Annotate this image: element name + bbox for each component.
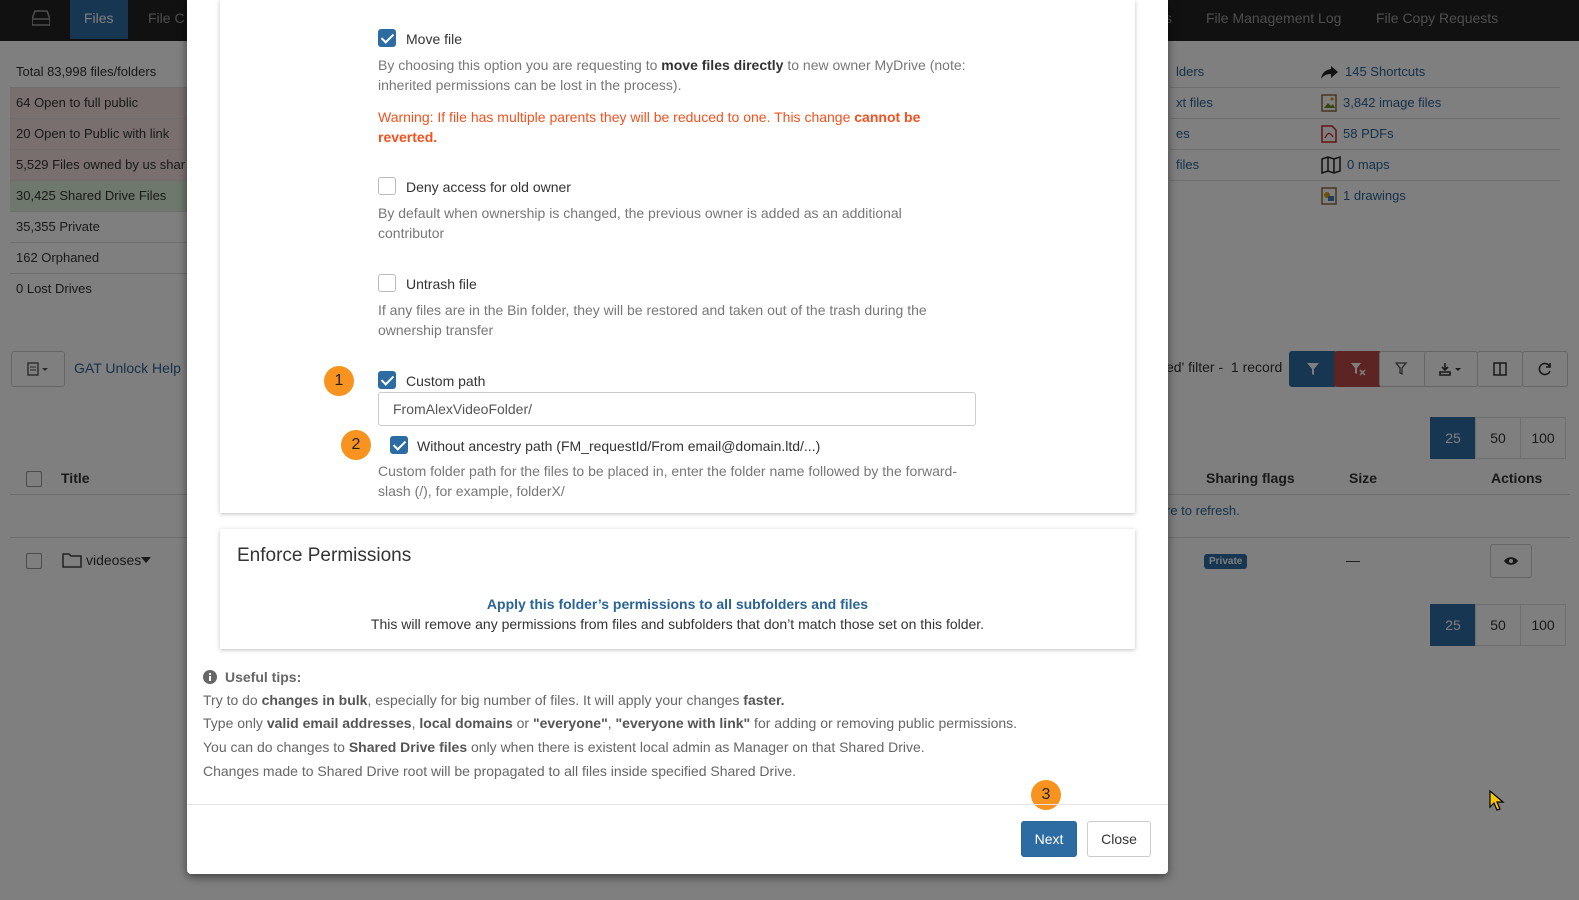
tips-heading bbox=[203, 667, 301, 687]
next-button[interactable]: Next bbox=[1021, 821, 1077, 857]
ownership-change-modal bbox=[187, 0, 1168, 874]
tip-line-4: Changes made to Shared Drive root will be propagated to all files inside specified Shared Drive. bbox=[203, 763, 796, 779]
custom-path-input[interactable] bbox=[378, 392, 976, 426]
tip-bold: faster. bbox=[743, 692, 785, 708]
useful-tips bbox=[203, 667, 1018, 779]
untrash-description bbox=[378, 300, 998, 340]
move-file-description bbox=[378, 55, 998, 95]
tip-line-1 bbox=[203, 692, 785, 708]
tip-text: Try to do bbox=[203, 692, 262, 708]
without-ancestry-label: Without ancestry path (FM_requestId/From email@domain.ltd/...) bbox=[417, 438, 821, 454]
apply-permissions-description: This will remove any permissions from files and subfolders that don’t match those set on this folder. bbox=[370, 616, 985, 632]
deny-access-description bbox=[378, 203, 998, 243]
tip-bold: Shared Drive files bbox=[348, 739, 468, 755]
deny-access-desc-part: contributor bbox=[378, 225, 445, 241]
untrash-label: Untrash file bbox=[406, 276, 477, 292]
custom-path-desc-part: Custom folder path for the files to be placed in, enter the folder name followed by the forward- bbox=[378, 463, 957, 479]
custom-path-description bbox=[378, 461, 998, 501]
tip-text: , bbox=[411, 715, 420, 731]
without-ancestry-checkbox[interactable] bbox=[390, 436, 408, 454]
close-button[interactable]: Close bbox=[1087, 821, 1151, 857]
move-file-desc-part: inherited permissions can be lost in the process). bbox=[378, 77, 682, 93]
move-file-warning bbox=[378, 107, 998, 147]
untrash-desc-part: If any files are in the Bin folder, they will be restored and taken out of the trash during the bbox=[378, 302, 927, 318]
modal-footer-divider bbox=[187, 804, 1168, 805]
move-file-desc-part: to new owner MyDrive (note: bbox=[783, 57, 966, 73]
mouse-cursor-icon bbox=[1489, 790, 1505, 812]
tip-bold: "everyone" bbox=[532, 715, 608, 731]
untrash-desc-part: ownership transfer bbox=[378, 322, 494, 338]
custom-path-checkbox[interactable] bbox=[378, 371, 396, 389]
deny-access-checkbox[interactable] bbox=[378, 177, 396, 195]
tip-bold: changes in bulk bbox=[261, 692, 368, 708]
enforce-permissions-title: Enforce Permissions bbox=[237, 545, 412, 566]
step-badge-2: 2 bbox=[341, 430, 371, 460]
move-file-checkbox[interactable] bbox=[378, 29, 396, 47]
tip-bold: valid email addresses bbox=[266, 715, 412, 731]
tip-text: Type only bbox=[203, 715, 267, 731]
step-badge-3: 3 bbox=[1031, 780, 1061, 810]
enforce-permissions-panel bbox=[220, 529, 1135, 649]
tip-line-2 bbox=[203, 715, 1017, 731]
move-file-label: Move file bbox=[406, 31, 463, 47]
deny-access-desc-part: By default when ownership is changed, the previous owner is added as an additional bbox=[378, 205, 902, 221]
step-badge-1: 1 bbox=[324, 366, 354, 396]
info-icon bbox=[203, 670, 217, 684]
tip-text: only when there is existent local admin as Manager on that Shared Drive. bbox=[467, 739, 925, 755]
tip-text: , bbox=[607, 715, 616, 731]
tip-line-3 bbox=[203, 739, 925, 755]
warning-bold: reverted. bbox=[378, 129, 438, 145]
apply-permissions-link[interactable]: Apply this folder’s permissions to all subfolders and files bbox=[486, 596, 869, 612]
tip-text: You can do changes to bbox=[203, 739, 349, 755]
tip-bold: local domains bbox=[419, 715, 513, 731]
deny-access-label: Deny access for old owner bbox=[406, 179, 571, 195]
warning-bold: cannot be bbox=[854, 109, 921, 125]
tip-bold: "everyone with link" bbox=[615, 715, 751, 731]
move-file-desc-bold: move files directly bbox=[661, 57, 784, 73]
custom-path-label: Custom path bbox=[406, 373, 486, 389]
custom-path-desc-part: slash (/), for example, folderX/ bbox=[378, 483, 565, 499]
tips-heading-text: Useful tips: bbox=[225, 669, 302, 685]
tip-text: for adding or removing public permissions. bbox=[750, 715, 1018, 731]
tip-text: , especially for big number of files. It will apply your changes bbox=[367, 692, 744, 708]
warning-text: Warning: If file has multiple parents they will be reduced to one. This change bbox=[378, 109, 855, 125]
tip-text: or bbox=[512, 715, 533, 731]
move-file-desc-part: By choosing this option you are requesting to bbox=[378, 57, 662, 73]
untrash-checkbox[interactable] bbox=[378, 274, 396, 292]
